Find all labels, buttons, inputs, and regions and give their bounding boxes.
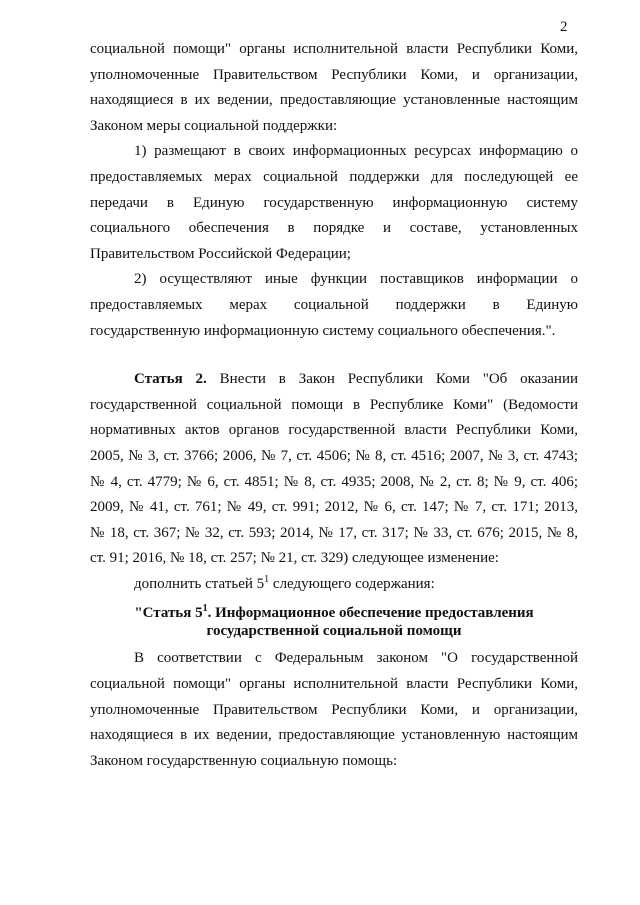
text-line: № 4, ст. 4779; № 6, ст. 4851; № 8, ст. 4935; 2008, № 2, ст. 8; № 9, ст. 406; [90,473,578,490]
page-number: 2 [560,19,568,35]
text-line: ст. 91; 2016, № 18, ст. 257; № 21, ст. 329) следующее изменение: [90,550,499,567]
paragraph-gap [90,344,578,367]
text-line: Законом государственную социальную помощь: [90,752,398,769]
supplement-line [90,572,578,598]
article-heading-line-1: "Статья $5^1$. Информационное обеспечение предоставления [134,603,534,622]
supplement-text-end: следующего содержания: [269,575,435,592]
article-heading [90,597,578,646]
text-line: передачи в Единую государственную информационную систему [90,194,578,211]
text-line: находящиеся в их ведении, предоставляющие установленные настоящим [90,92,578,109]
text-line: предоставляемых мерах социальной поддержки в Единую [90,296,578,313]
text-line: государственную информационную систему социального обеспечения.". [90,322,556,339]
heading-superscript: 1 [202,603,208,615]
text-line: уполномоченные Правительством Республики Коми, и организации, [90,66,578,83]
text-line: находящиеся в их ведении, предоставляющие установленную настоящим [90,727,578,744]
text-line: Правительством Российской Федерации; [90,245,351,262]
supplement-superscript: 1 [264,573,270,585]
document-body [90,37,578,774]
text-line: 1) размещают в своих информационных ресурсах информацию о [134,143,578,160]
text-line: Законом меры социальной поддержки: [90,117,338,134]
text-line: № 18, ст. 367; № 32, ст. 593; 2014, № 17, ст. 317; № 33, ст. 676; 2015, № 8, [90,524,578,541]
article-2-first-line [90,367,578,393]
text-line: предоставляемых мерах социальной поддержки для последующей ее [90,168,578,185]
text-line: государственной социальной помощи в Республике Коми" (Ведомости [90,396,578,413]
article-2-text: Внести в Закон Республики Коми "Об оказании [219,371,579,388]
text-line: уполномоченные Правительством Республики Коми, и организации, [90,701,578,718]
text-line: В соответствии с Федеральным законом "О государственной [134,650,578,667]
article-heading-line-2: государственной социальной помощи [206,623,462,640]
text-line: 2009, № 41, ст. 761; № 49, ст. 991; 2012, № 6, ст. 147; № 7, ст. 171; 2013, [90,499,578,516]
text-line: 2) осуществляют иные функции поставщиков информации о [134,271,578,288]
text-line: нормативных актов органов государственной власти Республики Коми, [90,422,578,439]
text-line: социальной помощи" органы исполнительной власти Республики Коми, [90,676,578,693]
supplement-text: дополнить статьей 5 [134,575,265,592]
text-line: социальной помощи" органы исполнительной власти Республики Коми, [90,41,578,57]
article-2-label: Статья 2. [134,371,207,388]
text-line: социального обеспечения в порядке и составе, установленных [90,220,578,237]
text-line: 2005, № 3, ст. 3766; 2006, № 7, ст. 4506; № 8, ст. 4516; 2007, № 3, ст. 4743; [90,447,578,464]
